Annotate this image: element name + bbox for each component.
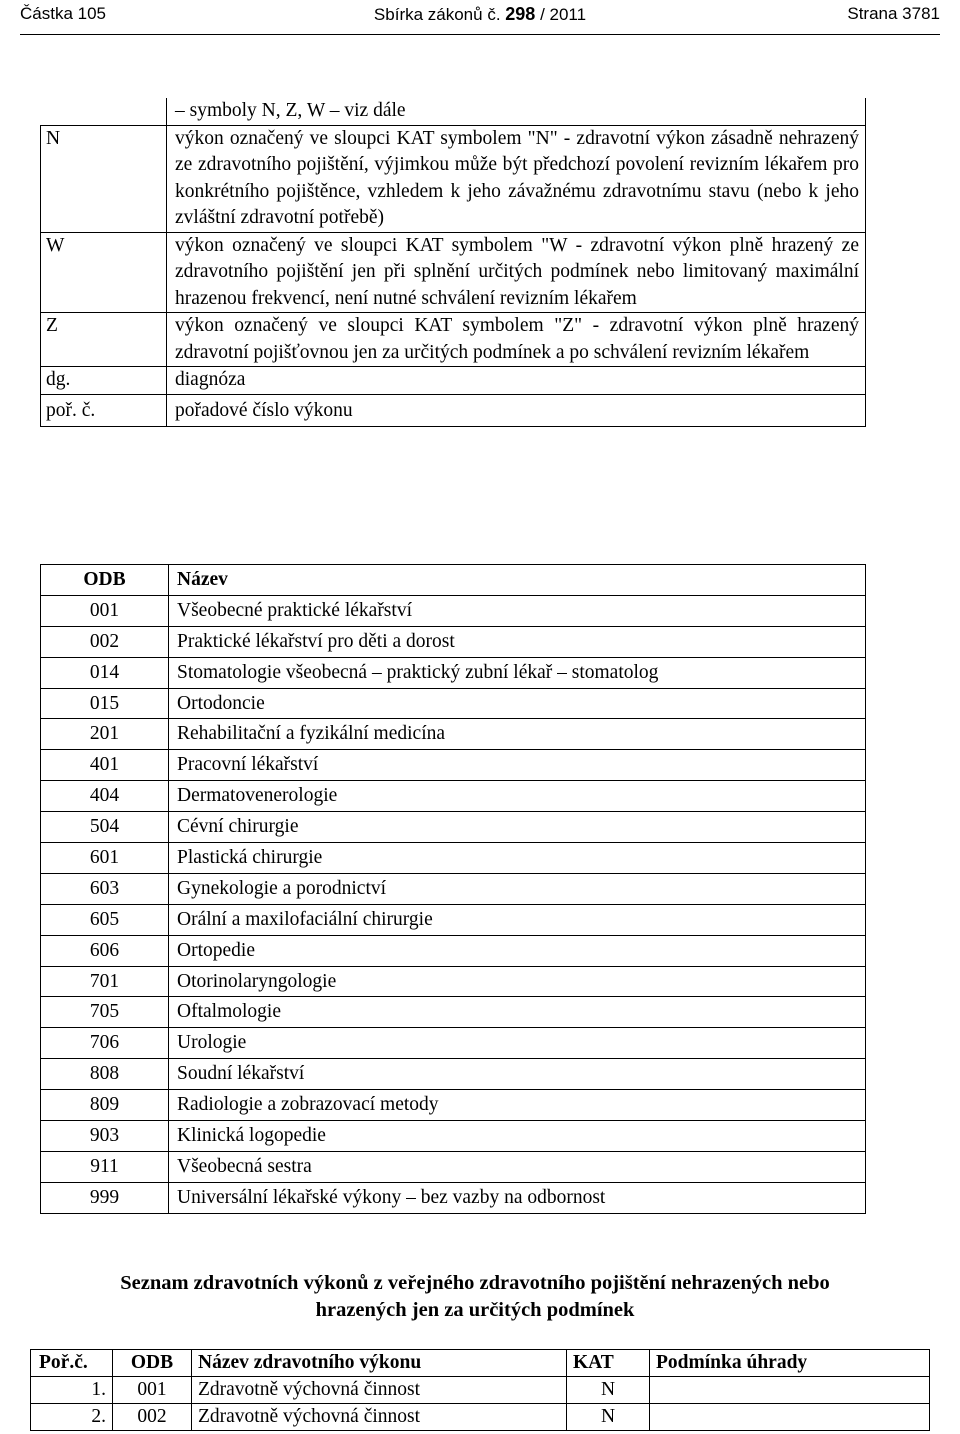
odb-row bbox=[41, 719, 866, 750]
odb-name: Orální a maxilofaciální chirurgie bbox=[169, 904, 866, 935]
odb-name: Cévní chirurgie bbox=[169, 812, 866, 843]
odb-code: 201 bbox=[41, 719, 169, 750]
odb-row bbox=[41, 1059, 866, 1090]
odb-row bbox=[41, 997, 866, 1028]
odb-row bbox=[41, 1151, 866, 1182]
odb-row bbox=[41, 750, 866, 781]
odb-code: 401 bbox=[41, 750, 169, 781]
odb-name: Otorinolaryngologie bbox=[169, 966, 866, 997]
kat-value: N bbox=[567, 1377, 650, 1404]
payment-condition bbox=[650, 1404, 930, 1431]
odb-row bbox=[41, 1090, 866, 1121]
abbreviation-key: dg. bbox=[41, 367, 167, 395]
procedure-row bbox=[31, 1377, 930, 1404]
odb-code: 002 bbox=[113, 1404, 192, 1431]
abbreviation-key: W bbox=[41, 232, 167, 313]
abbreviation-row bbox=[41, 367, 866, 395]
abbreviation-row bbox=[41, 394, 866, 427]
odb-code: 601 bbox=[41, 843, 169, 874]
payment-condition-header: Podmínka úhrady bbox=[650, 1350, 930, 1377]
odb-name: Urologie bbox=[169, 1028, 866, 1059]
odb-code: 999 bbox=[41, 1182, 169, 1213]
header-collection-prefix: Sbírka zákonů č. bbox=[373, 5, 501, 24]
procedure-name: Zdravotně výchovná činnost bbox=[192, 1377, 567, 1404]
odb-row bbox=[41, 595, 866, 626]
odb-row bbox=[41, 1121, 866, 1152]
odb-body bbox=[41, 595, 866, 1213]
odb-code: 701 bbox=[41, 966, 169, 997]
section-title-line: hrazených jen za určitých podmínek bbox=[315, 1299, 635, 1321]
odb-name: Pracovní lékařství bbox=[169, 750, 866, 781]
odb-name: Universální lékařské výkony – bez vazby na odbornost bbox=[169, 1182, 866, 1213]
procedures-header-row bbox=[31, 1350, 930, 1377]
odb-name: Ortopedie bbox=[169, 935, 866, 966]
procedure-name: Zdravotně výchovná činnost bbox=[192, 1404, 567, 1431]
payment-condition bbox=[650, 1377, 930, 1404]
odb-header-row bbox=[41, 565, 866, 596]
odb-row bbox=[41, 657, 866, 688]
header-part: Částka 105 bbox=[20, 4, 106, 23]
odb-name: Rehabilitační a fyzikální medicína bbox=[169, 719, 866, 750]
odb-header: ODB bbox=[113, 1350, 192, 1377]
odb-code: 808 bbox=[41, 1059, 169, 1090]
odb-code: 404 bbox=[41, 781, 169, 812]
kat-value: N bbox=[567, 1404, 650, 1431]
odb-code: 014 bbox=[41, 657, 169, 688]
odb-code: 001 bbox=[41, 595, 169, 626]
odb-table bbox=[40, 564, 866, 1214]
header-rule bbox=[20, 34, 940, 35]
abbreviation-text: výkon označený ve sloupci KAT symbolem "W - zdravotní výkon plně hrazený ze zdravotního pojištění jen při splnění určitých podmínek nebo limitovaný maximální hrazenou frekvencí, není nutné schválení revizním lékařem bbox=[167, 232, 866, 313]
odb-row bbox=[41, 935, 866, 966]
header-collection bbox=[20, 4, 940, 25]
abbreviation-row bbox=[41, 313, 866, 367]
odb-name: Klinická logopedie bbox=[169, 1121, 866, 1152]
odb-code: 705 bbox=[41, 997, 169, 1028]
odb-code: 706 bbox=[41, 1028, 169, 1059]
page-header bbox=[20, 4, 940, 26]
odb-row bbox=[41, 688, 866, 719]
abbreviation-row bbox=[41, 232, 866, 313]
abbreviation-text: diagnóza bbox=[167, 367, 866, 395]
procedures-body bbox=[31, 1377, 930, 1431]
odb-code: 002 bbox=[41, 626, 169, 657]
odb-name: Radiologie a zobrazovací metody bbox=[169, 1090, 866, 1121]
odb-code: 605 bbox=[41, 904, 169, 935]
odb-row bbox=[41, 843, 866, 874]
section-title-line: Seznam zdravotních výkonů z veřejného zdravotního pojištění nehrazených nebo bbox=[120, 1272, 830, 1294]
order-number-header: Poř.č. bbox=[31, 1350, 113, 1377]
odb-code: 809 bbox=[41, 1090, 169, 1121]
abbreviation-text: výkon označený ve sloupci KAT symbolem "Z" - zdravotní výkon plně hrazený zdravotní pojišťovnou jen za určitých podmínek a po schválení revizním lékařem bbox=[167, 313, 866, 367]
odb-code: 504 bbox=[41, 812, 169, 843]
odb-code: 606 bbox=[41, 935, 169, 966]
odb-row bbox=[41, 781, 866, 812]
header-collection-number: 298 bbox=[505, 4, 536, 24]
odb-name: Gynekologie a porodnictví bbox=[169, 873, 866, 904]
abbreviation-key bbox=[41, 98, 167, 125]
odb-row bbox=[41, 904, 866, 935]
abbreviation-row bbox=[41, 98, 866, 125]
abbreviation-key: poř. č. bbox=[41, 394, 167, 427]
odb-name: Soudní lékařství bbox=[169, 1059, 866, 1090]
procedure-name-header: Název zdravotního výkonu bbox=[192, 1350, 567, 1377]
odb-code: 903 bbox=[41, 1121, 169, 1152]
abbreviation-text: pořadové číslo výkonu bbox=[167, 394, 866, 427]
odb-name: Oftalmologie bbox=[169, 997, 866, 1028]
abbreviation-key: Z bbox=[41, 313, 167, 367]
odb-row bbox=[41, 873, 866, 904]
odb-name: Praktické lékařství pro děti a dorost bbox=[169, 626, 866, 657]
abbreviation-row bbox=[41, 125, 866, 232]
odb-row bbox=[41, 626, 866, 657]
odb-row bbox=[41, 1028, 866, 1059]
procedures-table bbox=[30, 1349, 930, 1431]
odb-name: Stomatologie všeobecná – praktický zubní lékař – stomatolog bbox=[169, 657, 866, 688]
procedure-row bbox=[31, 1404, 930, 1431]
odb-name-header: Název bbox=[169, 565, 866, 596]
odb-name: Dermatovenerologie bbox=[169, 781, 866, 812]
abbreviation-key: N bbox=[41, 125, 167, 232]
odb-row bbox=[41, 1182, 866, 1213]
odb-code: 911 bbox=[41, 1151, 169, 1182]
kat-header: KAT bbox=[567, 1350, 650, 1377]
odb-row bbox=[41, 812, 866, 843]
odb-row bbox=[41, 966, 866, 997]
order-number: 1. bbox=[31, 1377, 113, 1404]
section-title bbox=[40, 1270, 910, 1324]
odb-code: 015 bbox=[41, 688, 169, 719]
odb-code: 001 bbox=[113, 1377, 192, 1404]
odb-code-header: ODB bbox=[41, 565, 169, 596]
header-collection-year: / 2011 bbox=[540, 5, 587, 24]
abbreviation-text: výkon označený ve sloupci KAT symbolem "N" - zdravotní výkon zásadně nehrazený ze zdravotního pojištění, výjimkou může být předchozí povolení revizním lékařem pro konkrétního pojištěnce, vzhledem k jeho závažnému zdravotnímu stavu (nebo k jeho zvláštní zdravotní potřebě) bbox=[167, 125, 866, 232]
odb-name: Všeobecné praktické lékařství bbox=[169, 595, 866, 626]
abbreviations-table bbox=[40, 98, 866, 427]
abbreviation-intro: – symboly N, Z, W – viz dále bbox=[167, 98, 866, 125]
odb-code: 603 bbox=[41, 873, 169, 904]
odb-name: Plastická chirurgie bbox=[169, 843, 866, 874]
header-page-number: Strana 3781 bbox=[847, 4, 940, 23]
odb-name: Všeobecná sestra bbox=[169, 1151, 866, 1182]
order-number: 2. bbox=[31, 1404, 113, 1431]
odb-name: Ortodoncie bbox=[169, 688, 866, 719]
